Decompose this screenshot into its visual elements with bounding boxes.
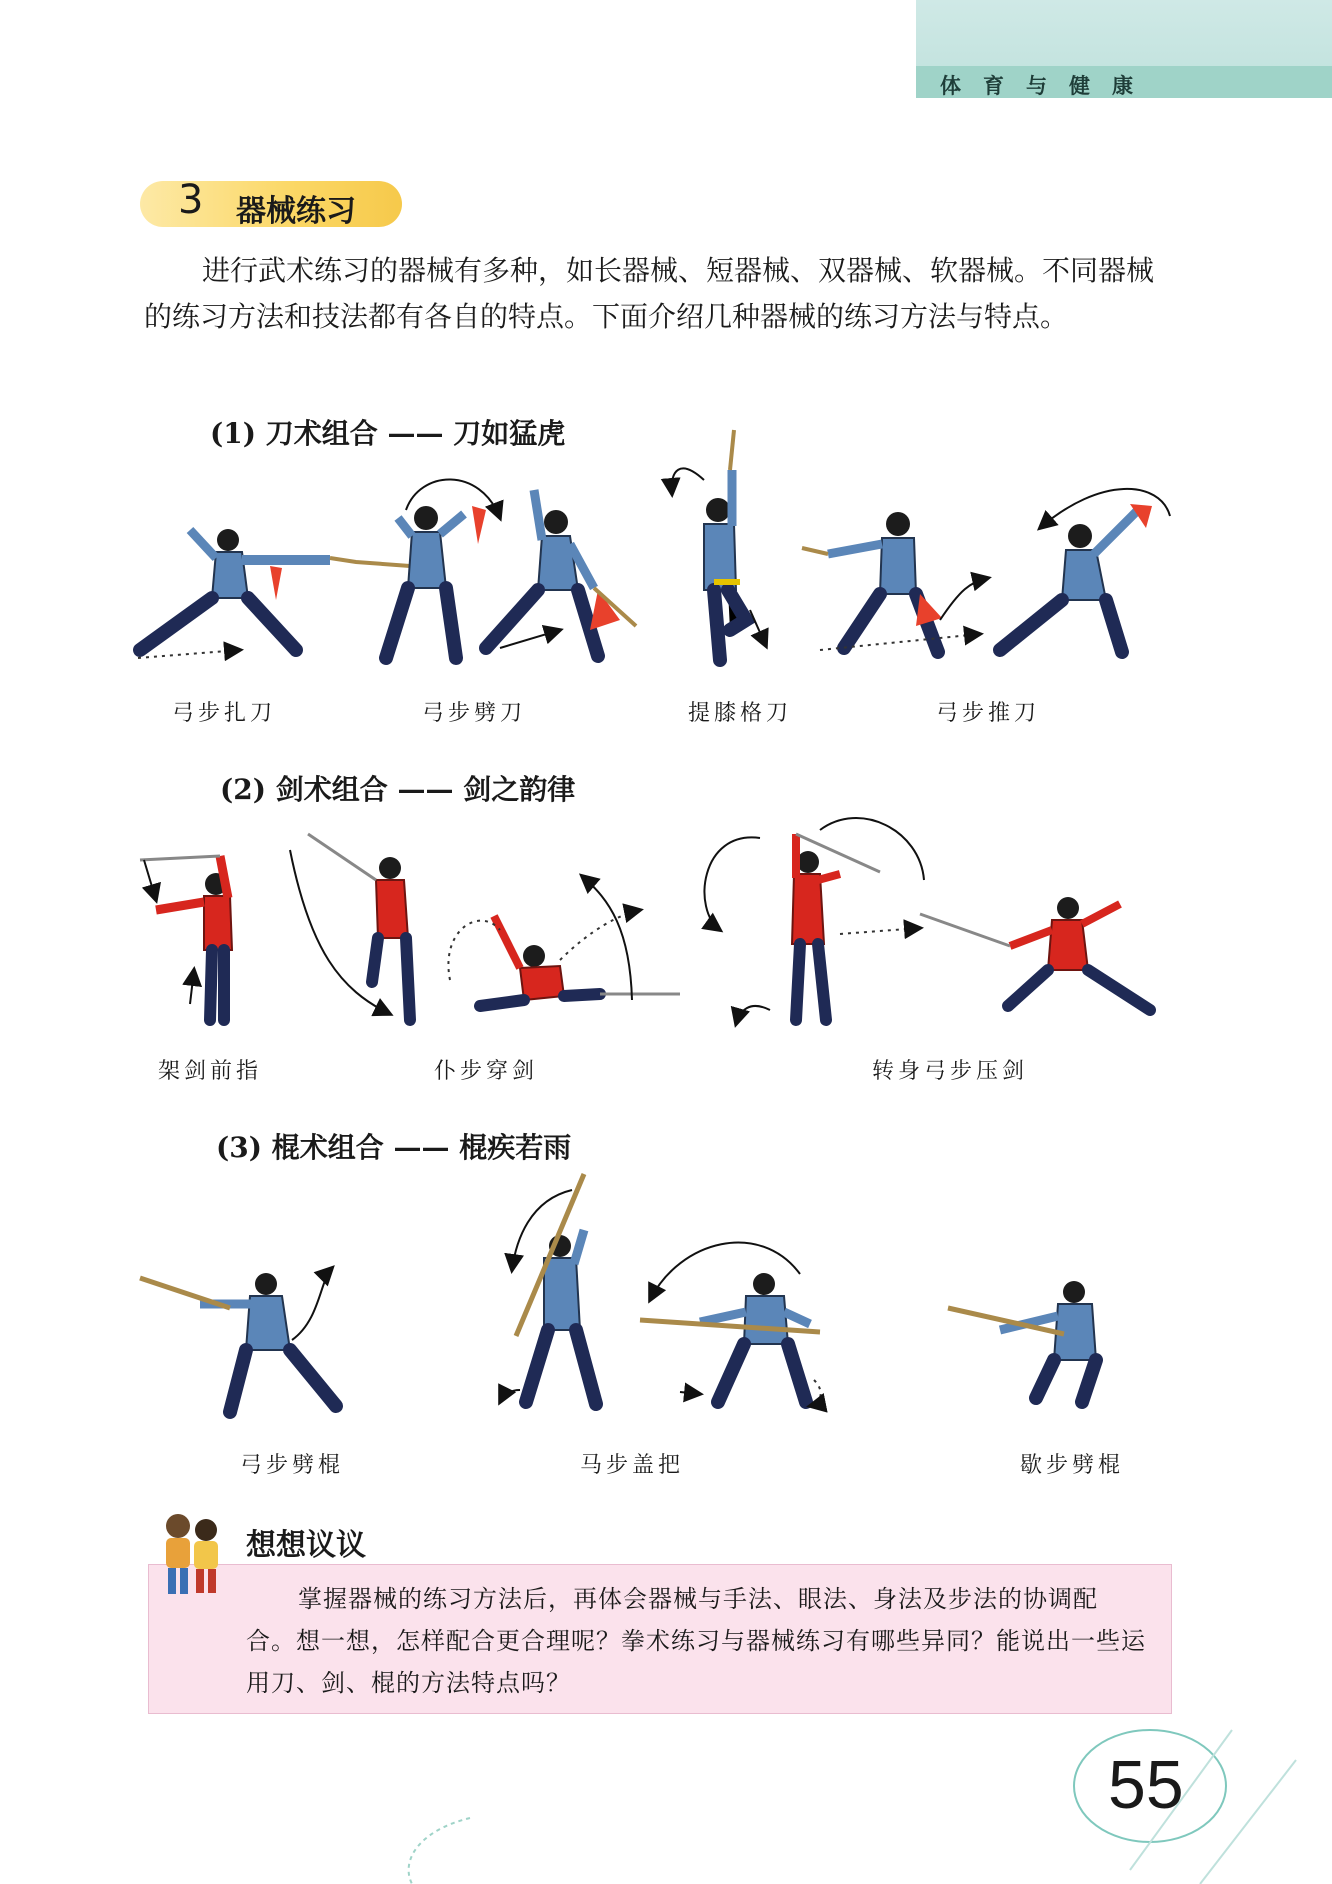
saber-figure-3 xyxy=(486,490,636,656)
caption-staff-3: 歇步劈棍 xyxy=(1020,1453,1125,1478)
sword-figure-5 xyxy=(920,897,1150,1010)
caption-saber-3: 提膝格刀 xyxy=(688,701,793,726)
section-number: 3 xyxy=(178,177,204,223)
think-text: 掌握器械的练习方法后，再体会器械与手法、眼法、身法及步法的协调配合。想一想，怎样配合更合理呢？拳术练习与器械练习有哪些异同？能说出一些运用刀、剑、棍的方法特点吗？ xyxy=(246,1585,1146,1697)
saber-figure-1 xyxy=(138,529,410,658)
saber-figure-6 xyxy=(1000,489,1170,652)
think-title: 想想议议 xyxy=(246,1528,366,1563)
saber-figure-4 xyxy=(672,430,766,660)
intro-paragraph: 进行武术练习的器械有多种，如长器械、短器械、双器械、软器械。不同器械的练习方法和技法都有各自的特点。下面介绍几种器械的练习方法与特点。 xyxy=(144,254,1155,333)
header-subject: 体育与健康 xyxy=(940,74,1155,98)
caption-saber-2: 弓步劈刀 xyxy=(422,701,527,726)
group-heading-saber: (1) 刀术组合 —— 刀如猛虎 xyxy=(210,417,566,450)
sword-figure-1 xyxy=(140,856,232,1020)
page-number: 55 xyxy=(1108,1747,1184,1823)
section-title: 器械练习 xyxy=(236,194,356,229)
students-icon xyxy=(150,1508,230,1604)
saber-figure-5 xyxy=(802,512,988,652)
staff-figure-1 xyxy=(140,1268,336,1412)
group-heading-staff: (3) 棍术组合 —— 棍疾若雨 xyxy=(216,1131,572,1164)
staff-figure-3 xyxy=(640,1243,821,1406)
sword-figures xyxy=(120,810,1180,1040)
caption-sword-1: 架剑前指 xyxy=(158,1059,263,1084)
caption-saber-1: 弓步扎刀 xyxy=(172,701,277,726)
staff-figure-4 xyxy=(948,1281,1096,1402)
caption-staff-2: 马步盖把 xyxy=(580,1453,685,1478)
caption-sword-3: 转身弓步压剑 xyxy=(872,1059,1029,1084)
sword-figure-4 xyxy=(705,818,924,1024)
staff-figures xyxy=(120,1180,1180,1440)
saber-figures xyxy=(120,470,1180,680)
caption-saber-4: 弓步推刀 xyxy=(936,701,1041,726)
sword-figure-3 xyxy=(448,876,680,1006)
caption-sword-2: 仆步穿剑 xyxy=(434,1059,539,1084)
staff-figure-2 xyxy=(500,1174,596,1404)
group-heading-sword: (2) 剑术组合 —— 剑之韵律 xyxy=(220,773,576,806)
sword-figure-2 xyxy=(290,834,410,1020)
caption-staff-1: 弓步劈棍 xyxy=(240,1453,345,1478)
saber-figure-2 xyxy=(386,479,500,658)
